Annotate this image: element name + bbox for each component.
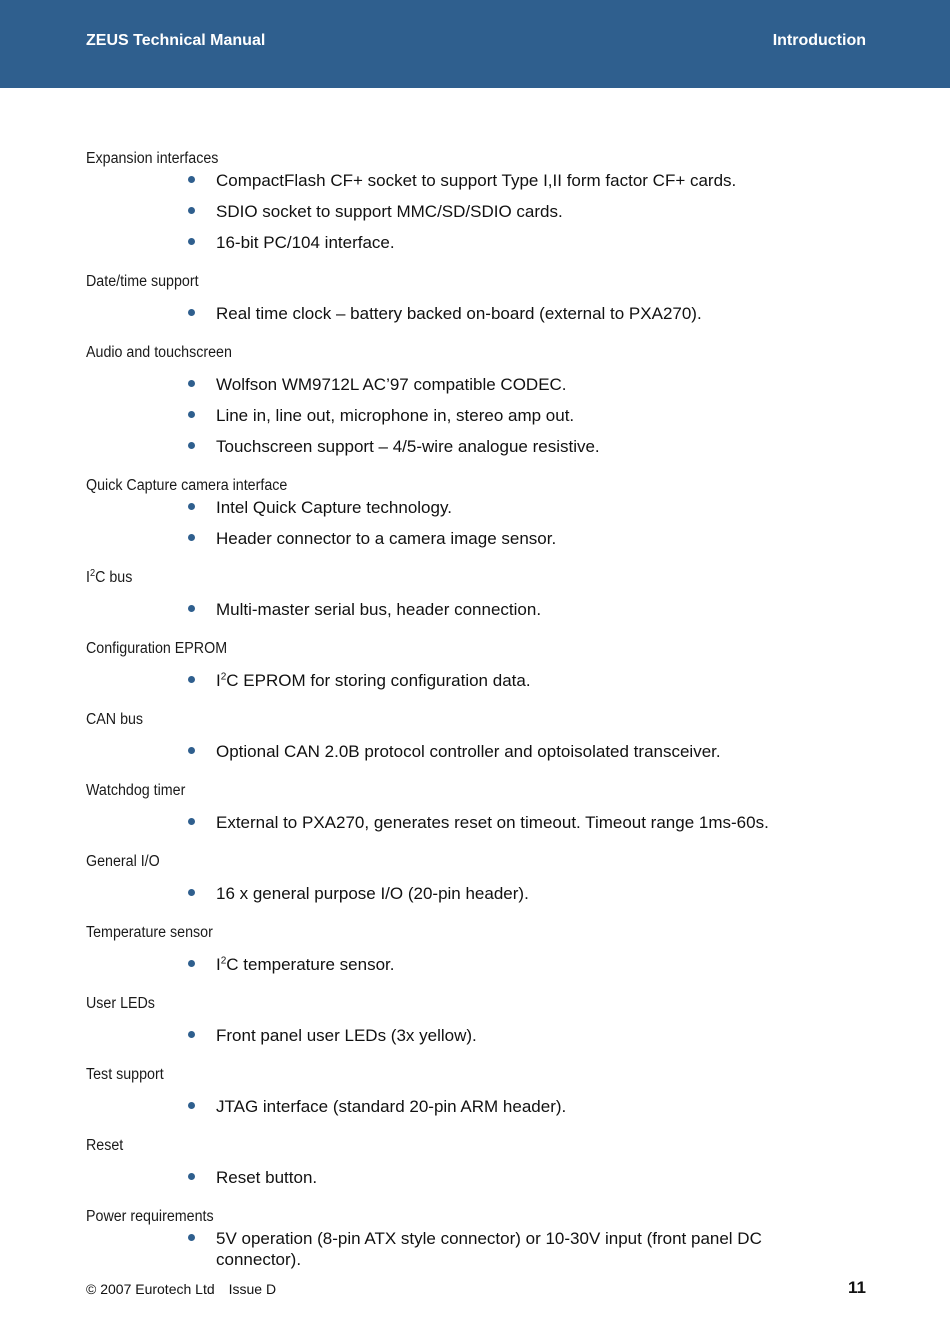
feature-list bbox=[0, 148, 950, 1280]
list-item: $I^2C$ EPROM for storing configuration data. bbox=[0, 670, 950, 691]
copyright-text: © 2007 Eurotech Ltd bbox=[86, 1281, 215, 1297]
section-test-support bbox=[0, 1064, 950, 1117]
section-title: General I/O bbox=[86, 853, 160, 870]
bullet-icon bbox=[188, 889, 195, 896]
section-can-bus bbox=[0, 709, 950, 762]
section-power-requirements bbox=[0, 1206, 950, 1270]
section-reset bbox=[0, 1135, 950, 1188]
list-item: Reset button. bbox=[0, 1167, 950, 1188]
list-item: Real time clock – battery backed on-board (external to PXA270). bbox=[0, 303, 950, 324]
bullet-icon bbox=[188, 503, 195, 510]
bullet-icon bbox=[188, 1102, 195, 1109]
bullet-icon bbox=[188, 1031, 195, 1038]
bullet-icon bbox=[188, 309, 195, 316]
section-title: Configuration EPROM bbox=[86, 640, 228, 657]
section-date-time-support bbox=[0, 271, 950, 324]
bullet-icon bbox=[188, 747, 195, 754]
bullet-icon bbox=[188, 238, 195, 245]
list-item: Touchscreen support – 4/5-wire analogue resistive. bbox=[0, 436, 950, 457]
bullet-icon bbox=[188, 676, 195, 683]
section-title: Date/time support bbox=[86, 273, 199, 290]
page-number: 11 bbox=[848, 1278, 866, 1297]
section-configuration-eprom bbox=[0, 638, 950, 691]
bullet-icon bbox=[188, 960, 195, 967]
list-item: Front panel user LEDs (3x yellow). bbox=[0, 1025, 950, 1046]
list-item: Wolfson WM9712L AC’97 compatible CODEC. bbox=[0, 374, 950, 395]
list-item: 16-bit PC/104 interface. bbox=[0, 232, 950, 253]
list-item: External to PXA270, generates reset on timeout. Timeout range 1ms-60s. bbox=[0, 812, 950, 833]
bullet-icon bbox=[188, 442, 195, 449]
section-user-leds bbox=[0, 993, 950, 1046]
section-i2c-bus bbox=[0, 567, 950, 620]
section-title: Expansion interfaces bbox=[86, 150, 219, 167]
page-header bbox=[0, 0, 950, 88]
bullet-icon bbox=[188, 1234, 195, 1241]
section-watchdog-timer bbox=[0, 780, 950, 833]
section-title: Temperature sensor bbox=[86, 924, 213, 941]
section-title: Reset bbox=[86, 1137, 124, 1154]
section-title: $I^2C$ bus bbox=[86, 567, 133, 586]
bullet-icon bbox=[188, 818, 195, 825]
bullet-icon bbox=[188, 176, 195, 183]
bullet-icon bbox=[188, 1173, 195, 1180]
section-expansion-interfaces bbox=[0, 148, 950, 253]
section-general-io bbox=[0, 851, 950, 904]
section-title: Watchdog timer bbox=[86, 782, 186, 799]
section-temperature-sensor bbox=[0, 922, 950, 975]
bullet-icon bbox=[188, 534, 195, 541]
section-audio-touchscreen bbox=[0, 342, 950, 457]
list-item: Line in, line out, microphone in, stereo amp out. bbox=[0, 405, 950, 426]
list-item: 16 x general purpose I/O (20-pin header). bbox=[0, 883, 950, 904]
manual-title: ZEUS Technical Manual bbox=[86, 32, 266, 49]
section-title: User LEDs bbox=[86, 995, 155, 1012]
bullet-icon bbox=[188, 411, 195, 418]
page-footer bbox=[86, 1281, 276, 1297]
list-item: Header connector to a camera image sensor. bbox=[0, 528, 950, 549]
chapter-title: Introduction bbox=[772, 32, 866, 49]
list-item: Optional CAN 2.0B protocol controller and optoisolated transceiver. bbox=[0, 741, 950, 762]
section-title: Power requirements bbox=[86, 1208, 214, 1225]
section-title: CAN bus bbox=[86, 711, 144, 728]
list-item: SDIO socket to support MMC/SD/SDIO cards. bbox=[0, 201, 950, 222]
list-item: Intel Quick Capture technology. bbox=[0, 497, 950, 518]
list-item: $I^2C$ temperature sensor. bbox=[0, 954, 950, 975]
list-item: 5V operation (8-pin ATX style connector) or 10-30V input (front panel DC connector). bbox=[0, 1228, 950, 1270]
section-quick-capture bbox=[0, 475, 950, 549]
bullet-icon bbox=[188, 605, 195, 612]
bullet-icon bbox=[188, 207, 195, 214]
section-title: Audio and touchscreen bbox=[86, 344, 232, 361]
issue-label: Issue D bbox=[228, 1281, 277, 1297]
list-item: Multi-master serial bus, header connection. bbox=[0, 599, 950, 620]
bullet-icon bbox=[188, 380, 195, 387]
list-item: CompactFlash CF+ socket to support Type I,II form factor CF+ cards. bbox=[0, 170, 950, 191]
list-item: JTAG interface (standard 20-pin ARM header). bbox=[0, 1096, 950, 1117]
section-title: Test support bbox=[86, 1066, 164, 1083]
section-title: Quick Capture camera interface bbox=[86, 477, 288, 494]
